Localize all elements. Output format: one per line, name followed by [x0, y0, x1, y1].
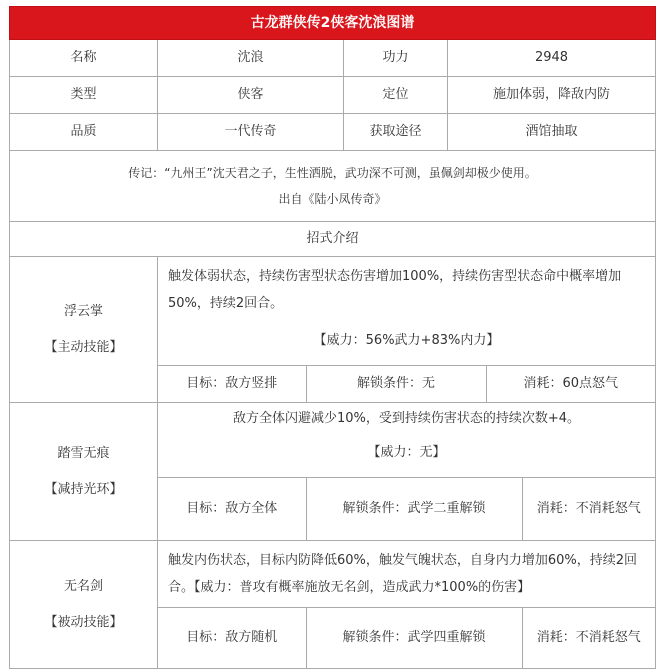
skill-row-3 — [10, 541, 656, 669]
skill-3-cost: 消耗：不消耗怒气 — [522, 608, 655, 669]
label-power: 功力 — [344, 40, 448, 77]
skills-header: 招式介绍 — [10, 222, 656, 257]
value-name: 沈浪 — [158, 40, 344, 77]
skill-2-target: 目标：敌方全体 — [158, 478, 306, 541]
skill-2-type: 【减持光环】 — [44, 481, 123, 497]
value-role: 施加体弱，降敌内防 — [448, 77, 656, 114]
value-type: 侠客 — [158, 77, 344, 114]
value-power: 2948 — [448, 40, 656, 77]
info-row-type — [10, 77, 656, 114]
value-quality: 一代传奇 — [158, 114, 344, 151]
skill-2-cost: 消耗：不消耗怒气 — [522, 478, 655, 541]
bio-text: 传记：“九州王”沈天君之子，生性洒脱，武功深不可测，虽佩剑却极少使用。 — [128, 166, 537, 180]
info-row-quality — [10, 114, 656, 151]
skill-2-desc: 敌方全体闪避减少10%，受到持续伤害状态的持续次数+4。 — [232, 411, 581, 426]
value-source: 酒馆抽取 — [448, 114, 656, 151]
skill-1-type: 【主动技能】 — [44, 339, 123, 355]
skill-1-target: 目标：敌方竖排 — [158, 366, 306, 403]
skill-row-2 — [10, 403, 656, 541]
biography — [10, 151, 656, 222]
skill-3-unlock: 解锁条件：武学四重解锁 — [306, 608, 522, 669]
label-quality: 品质 — [10, 114, 158, 151]
skill-3-target: 目标：敌方随机 — [158, 608, 306, 669]
label-name: 名称 — [10, 40, 158, 77]
skill-3-detail — [158, 541, 656, 669]
page-title: 古龙群侠传2侠客沈浪图谱 — [10, 7, 656, 40]
skill-3-type: 【被动技能】 — [44, 614, 123, 630]
skill-3-desc: 触发内伤状态，目标内防降低60%，触发气魄状态，自身内力增加60%，持续2回合。【威力：普攻有概率施放无名剑，造成武力*100%的伤害】 — [168, 553, 638, 595]
info-row-name — [10, 40, 656, 77]
skill-3-name-cell — [10, 541, 158, 669]
skill-2-detail — [158, 403, 656, 541]
skill-1-name: 浮云掌 — [63, 303, 103, 319]
skill-1-unlock: 解锁条件：无 — [306, 366, 486, 403]
label-type: 类型 — [10, 77, 158, 114]
hero-table — [9, 6, 656, 669]
bio-source: 出自《陆小凤传奇》 — [278, 192, 387, 206]
skill-2-name: 踏雪无痕 — [57, 445, 110, 461]
skill-1-name-cell — [10, 257, 158, 403]
skill-1-power: 【威力：56%武力+83%内力】 — [313, 333, 500, 348]
skill-2-power: 【威力：无】 — [367, 445, 446, 460]
skill-2-unlock: 解锁条件：武学二重解锁 — [306, 478, 522, 541]
skill-1-desc: 触发体弱状态，持续伤害型状态伤害增加100%，持续伤害型状态命中概率增加50%，持续2回合。 — [168, 269, 622, 311]
skill-3-name: 无名剑 — [63, 578, 103, 594]
skill-2-name-cell — [10, 403, 158, 541]
skill-1-cost: 消耗：60点怒气 — [486, 366, 655, 403]
label-source: 获取途径 — [344, 114, 448, 151]
skill-1-detail — [158, 257, 656, 403]
hero-card — [9, 6, 655, 669]
label-role: 定位 — [344, 77, 448, 114]
skill-row-1 — [10, 257, 656, 403]
